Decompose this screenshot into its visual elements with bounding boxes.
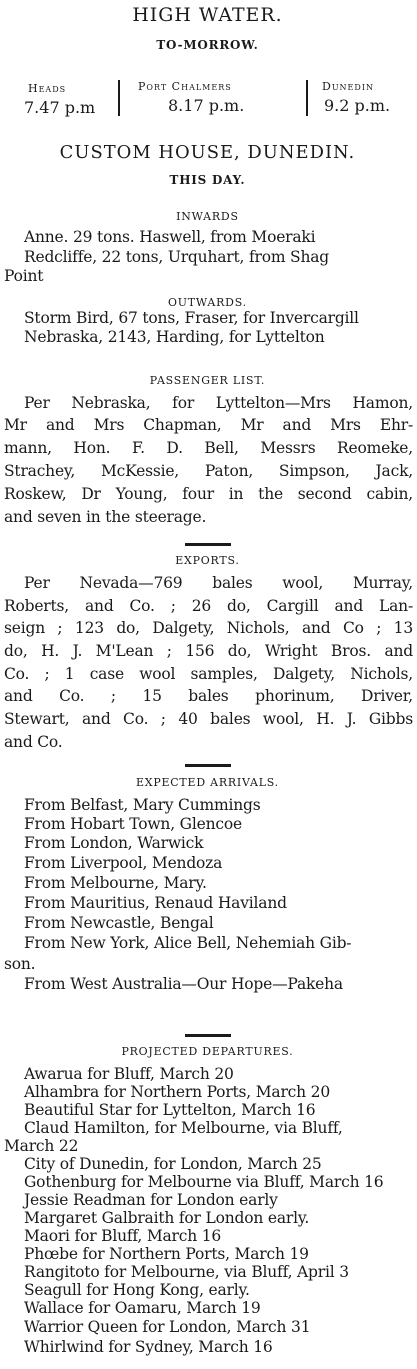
departure-line: Claud Hamilton, for Melbourne, via Bluff, xyxy=(24,1119,343,1137)
exports-line: Per Nevada—769 bales wool, Murray, xyxy=(24,574,413,592)
inwards-line: Point xyxy=(4,267,44,285)
tide-label-port-chalmers: Port Chalmers xyxy=(138,80,232,93)
inwards-line: Redcliffe, 22 tons, Urquhart, from Shag xyxy=(24,248,330,266)
outwards-heading: OUTWARDS. xyxy=(168,296,247,309)
exports-line: Roberts, and Co. ; 26 do, Cargill and Lan- xyxy=(4,597,413,615)
departure-line: Rangitoto for Melbourne, via Bluff, April 3 xyxy=(24,1263,349,1281)
exports-line: and Co. xyxy=(4,733,63,751)
arrival-line: son. xyxy=(4,955,36,973)
passenger-line: Roskew, Dr Young, four in the second cabin, xyxy=(4,485,413,503)
passenger-line: Mr and Mrs Chapman, Mr and Mrs Ehr- xyxy=(4,416,413,434)
high-water-title: HIGH WATER. xyxy=(132,4,283,26)
high-water-subtitle: TO-MORROW. xyxy=(156,38,259,52)
outwards-line: Nebraska, 2143, Harding, for Lyttelton xyxy=(24,328,325,346)
exports-line: and Co. ; 15 bales phorinum, Driver, xyxy=(4,687,413,705)
inwards-heading: INWARDS xyxy=(176,210,239,223)
custom-house-title: CUSTOM HOUSE, DUNEDIN. xyxy=(59,142,356,163)
exports-line: Stewart, and Co. ; 40 bales wool, H. J. Gibbs xyxy=(4,710,413,728)
departure-line: Maori for Bluff, March 16 xyxy=(24,1227,222,1245)
departure-line: Alhambra for Northern Ports, March 20 xyxy=(24,1083,330,1101)
tide-divider xyxy=(118,80,120,116)
tide-label-heads: Heads xyxy=(28,82,67,95)
tide-divider xyxy=(306,80,308,116)
tide-label-dunedin: Dunedin xyxy=(322,80,374,93)
departure-line: Jessie Readman for London early xyxy=(24,1191,278,1209)
custom-house-subtitle: THIS DAY. xyxy=(169,173,246,187)
arrival-line: From Melbourne, Mary. xyxy=(24,874,207,892)
departure-line: Whirlwind for Sydney, March 16 xyxy=(24,1338,273,1356)
arrival-line: From Belfast, Mary Cummings xyxy=(24,796,261,814)
arrival-line: From London, Warwick xyxy=(24,834,204,852)
arrival-line: From New York, Alice Bell, Nehemiah Gib- xyxy=(24,934,352,952)
departure-line: Margaret Galbraith for London early. xyxy=(24,1209,310,1227)
section-rule xyxy=(185,543,231,546)
tide-time-heads: 7.47 p.m xyxy=(24,98,96,117)
exports-line: do, H. J. M'Lean ; 156 do, Wright Bros. and xyxy=(4,642,413,660)
departure-line: Warrior Queen for London, March 31 xyxy=(24,1318,311,1336)
arrival-line: From Newcastle, Bengal xyxy=(24,914,214,932)
departure-line: Gothenburg for Melbourne via Bluff, March 16 xyxy=(24,1173,384,1191)
departure-line: Seagull for Hong Kong, early. xyxy=(24,1281,250,1299)
section-rule xyxy=(185,764,231,767)
section-rule xyxy=(185,1034,231,1037)
passenger-line: Per Nebraska, for Lyttelton—Mrs Hamon, xyxy=(24,394,413,412)
passenger-line: mann, Hon. F. D. Bell, Messrs Reomeke, xyxy=(4,439,413,457)
exports-heading: EXPORTS. xyxy=(175,554,240,567)
arrival-line: From Hobart Town, Glencoe xyxy=(24,815,242,833)
tide-time-port-chalmers: 8.17 p.m. xyxy=(168,96,245,115)
expected-arrivals-heading: EXPECTED ARRIVALS. xyxy=(135,776,279,789)
passenger-line: Strachey, McKessie, Paton, Simpson, Jack, xyxy=(4,462,413,480)
departure-line: Awarua for Bluff, March 20 xyxy=(24,1065,234,1083)
departure-line: City of Dunedin, for London, March 25 xyxy=(24,1155,322,1173)
exports-line: Co. ; 1 case wool samples, Dalgety, Nichols, xyxy=(4,665,413,683)
exports-line: seign ; 123 do, Dalgety, Nichols, and Co ; 13 xyxy=(4,619,413,637)
departure-line: Phœbe for Northern Ports, March 19 xyxy=(24,1245,309,1263)
departure-line: Beautiful Star for Lyttelton, March 16 xyxy=(24,1101,316,1119)
projected-departures-heading: PROJECTED DEPARTURES. xyxy=(121,1045,294,1058)
arrival-line: From Liverpool, Mendoza xyxy=(24,854,223,872)
outwards-line: Storm Bird, 67 tons, Fraser, for Invercargill xyxy=(24,309,359,327)
departure-line: Wallace for Oamaru, March 19 xyxy=(24,1299,261,1317)
departure-line: March 22 xyxy=(4,1137,79,1155)
arrival-line: From West Australia—Our Hope—Pakeha xyxy=(24,975,343,993)
inwards-line: Anne. 29 tons. Haswell, from Moeraki xyxy=(24,228,316,246)
arrival-line: From Mauritius, Renaud Haviland xyxy=(24,894,287,912)
tide-time-dunedin: 9.2 p.m. xyxy=(324,96,391,115)
passenger-list-heading: PASSENGER LIST. xyxy=(149,374,266,387)
passenger-line: and seven in the steerage. xyxy=(4,508,207,526)
